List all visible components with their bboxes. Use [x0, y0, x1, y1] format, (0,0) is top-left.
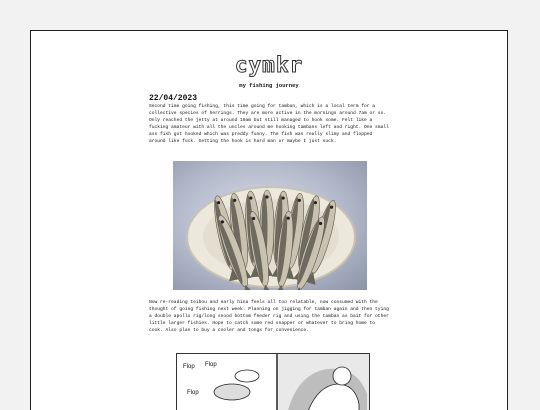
- post-date: 22/04/2023: [149, 94, 198, 103]
- post-paragraph-1: Second time going fishing, this time going for tamban, which is a local term for a collective species of herrings. They are more active in the mornings around 7am or so. Only reached the jetty at around 10am but still managed to hook some. Felt like a fucking amateur with all the uncles around me hooking tambans left and right. One small ass fish got hooked which was preddy funny. The fish was really slimy and flopped around like fuck. Getting the hook is hard man or maybe I just suck.: [149, 104, 389, 145]
- manga-sfx-3: Flop: [187, 390, 199, 396]
- post-paragraph-2: Now re-reading teibou and early hina feels all too relatable, now consumed with the thought of going fishing next week. Planning on jigging for tamban again and then tying a double apollo rig/long snood bottom feeder rig and using the tamban as bait for other little larger fishies. Hope to catch some red snapper or whatever to bring home to cook. Also plan to buy a cooler and tongs for convenience.: [149, 300, 389, 334]
- manga-panel-icon: [177, 354, 369, 410]
- fish-photo: [173, 161, 367, 290]
- manga-panel: [176, 353, 370, 410]
- site-tagline: my fishing journey: [239, 82, 299, 89]
- site-logo[interactable]: cymkr: [234, 53, 304, 77]
- fish-plate-icon: [173, 161, 367, 290]
- manga-sfx-2: Flop: [205, 362, 217, 368]
- content-frame: [30, 30, 508, 410]
- manga-sfx-1: Flop: [183, 364, 195, 370]
